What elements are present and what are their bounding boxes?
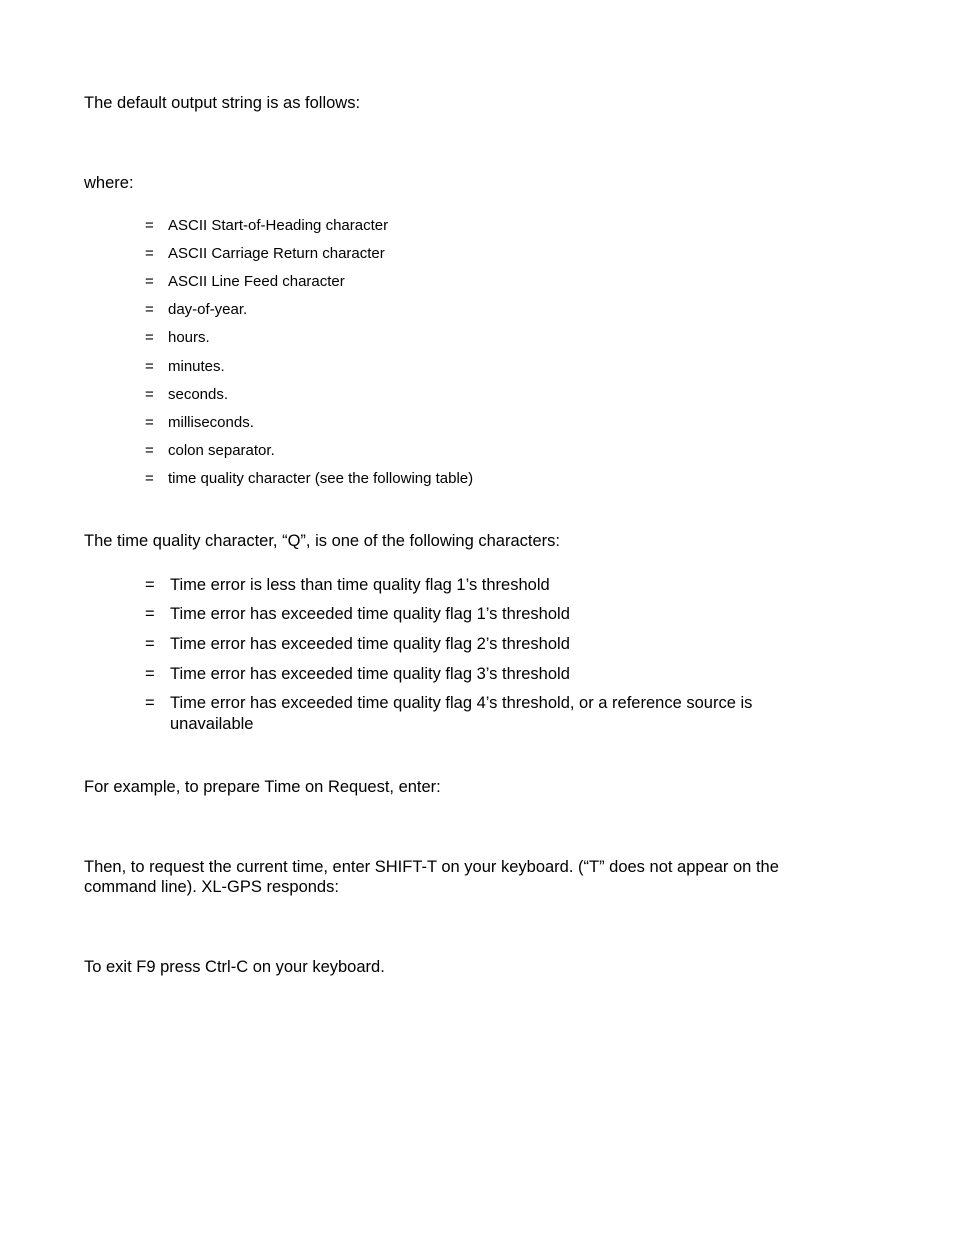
definition-text: seconds. <box>168 386 229 403</box>
definition-text: minutes. <box>168 358 225 375</box>
definition-item <box>145 245 825 263</box>
quality-text: Time error has exceeded time quality flag 1’s threshold <box>170 605 570 623</box>
definition-item <box>145 217 825 235</box>
equals-sign: = <box>145 635 155 653</box>
equals-sign: = <box>145 665 155 683</box>
request-paragraph: Then, to request the current time, enter SHIFT-T on your keyboard. (“T” does not appear on the command line). XL-GPS responds: <box>84 858 779 896</box>
quality-item <box>145 604 825 625</box>
definition-text: ASCII Start-of-Heading character <box>168 217 389 234</box>
quality-item <box>145 693 825 735</box>
definition-item <box>145 329 825 347</box>
quality-item <box>145 575 825 596</box>
definition-text: milliseconds. <box>168 414 254 431</box>
definition-text: time quality character (see the following table) <box>168 470 474 487</box>
equals-sign: = <box>145 245 154 262</box>
equals-sign: = <box>145 414 154 431</box>
equals-sign: = <box>145 605 155 623</box>
quality-item <box>145 634 825 655</box>
quality-text: Time error has exceeded time quality flag 4’s threshold, or a reference source is unavailable <box>170 694 753 733</box>
definition-item <box>145 442 825 460</box>
quality-item <box>145 664 825 685</box>
definition-text: ASCII Carriage Return character <box>168 245 385 262</box>
equals-sign: = <box>145 470 154 487</box>
equals-sign: = <box>145 301 154 318</box>
definition-item <box>145 301 825 319</box>
quality-text: Time error has exceeded time quality flag 3’s threshold <box>170 665 570 683</box>
equals-sign: = <box>145 273 154 290</box>
definition-item <box>145 273 825 291</box>
definition-text: ASCII Line Feed character <box>168 273 345 290</box>
definition-item <box>145 470 825 488</box>
quality-intro-paragraph: The time quality character, “Q”, is one of the following characters: <box>84 532 560 550</box>
equals-sign: = <box>145 386 154 403</box>
equals-sign: = <box>145 694 155 712</box>
equals-sign: = <box>145 576 155 594</box>
equals-sign: = <box>145 217 154 234</box>
definition-text: colon separator. <box>168 442 275 459</box>
exit-paragraph: To exit F9 press Ctrl-C on your keyboard. <box>84 958 385 976</box>
example-paragraph: For example, to prepare Time on Request, enter: <box>84 778 441 796</box>
definition-text: hours. <box>168 329 210 346</box>
equals-sign: = <box>145 329 154 346</box>
equals-sign: = <box>145 442 154 459</box>
intro-paragraph: The default output string is as follows: <box>84 94 361 112</box>
definition-text: day-of-year. <box>168 301 248 318</box>
where-label: where: <box>84 174 134 192</box>
definition-item <box>145 358 825 376</box>
definition-item <box>145 386 825 404</box>
equals-sign: = <box>145 358 154 375</box>
quality-text: Time error is less than time quality flag 1’s threshold <box>170 576 550 594</box>
quality-text: Time error has exceeded time quality flag 2’s threshold <box>170 635 570 653</box>
definition-item <box>145 414 825 432</box>
